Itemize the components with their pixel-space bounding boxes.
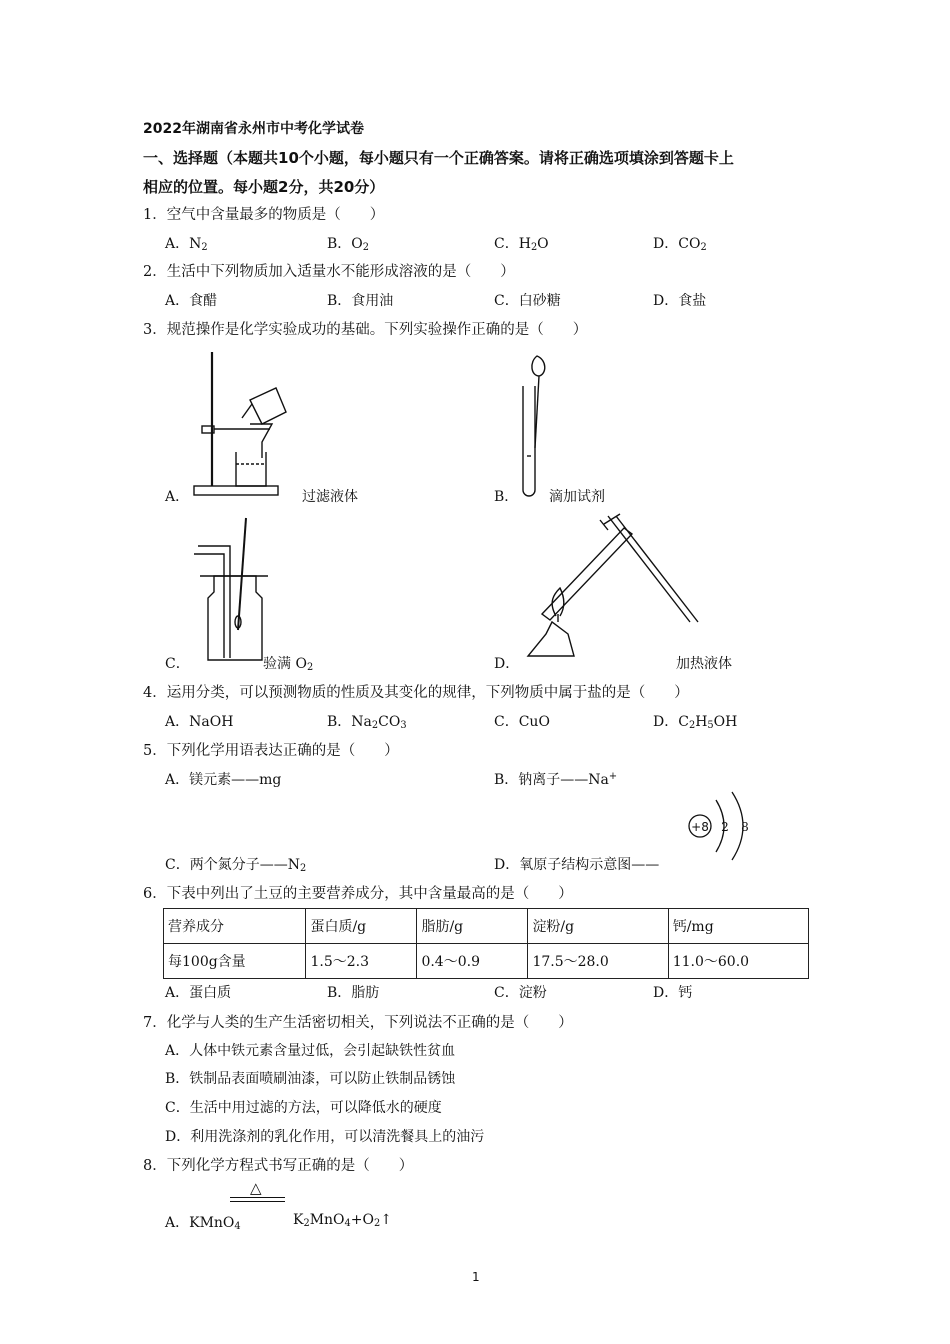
q2-option-d: D．食盐 [653, 293, 707, 309]
table-cell: 每100g含量 [164, 944, 306, 979]
table-row [164, 944, 809, 979]
table-cell: 17.5～28.0 [528, 944, 668, 979]
heating-liquid-diagram [520, 516, 705, 666]
nutrition-table [163, 908, 809, 979]
q4-option-c: C．CuO [494, 714, 550, 730]
q5-option-d: D．氧原子结构示意图—— [494, 857, 660, 873]
shell-2-electrons: 8 [741, 820, 749, 834]
q1-option-d: D．$CO_2$ [653, 236, 707, 253]
table-header-cell: 蛋白质/g [306, 909, 417, 944]
oxygen-atom-structure-diagram [682, 790, 762, 866]
q4-option-a: A．NaOH [165, 714, 234, 730]
q3-option-a-caption: 过滤液体 [302, 489, 358, 505]
q6-option-c: C．淀粉 [494, 985, 547, 1001]
section-heading-line1: 一、选择题（本题共10个小题，每小题只有一个正确答案。请将正确选项填涂到答题卡上 [143, 149, 734, 167]
q1-option-a: A．$N_2$ [165, 236, 208, 253]
question-4: 4．运用分类，可以预测物质的性质及其变化的规律，下列物质中属于盐的是（ ） [143, 685, 689, 701]
q3-option-d-label: D． [494, 656, 520, 672]
equation-line-top [230, 1197, 285, 1198]
q8-option-a-products: $K_2MnO_4+O_2↑$ [293, 1212, 392, 1229]
question-5: 5．下列化学用语表达正确的是（ ） [143, 743, 399, 759]
exam-title: 2022年湖南省永州市中考化学试卷 [143, 121, 364, 137]
reaction-condition-heat: △ [250, 1179, 262, 1197]
question-2: 2．生活中下列物质加入适量水不能形成溶液的是（ ） [143, 264, 515, 280]
question-3: 3．规范操作是化学实验成功的基础。下列实验操作正确的是（ ） [143, 322, 588, 338]
q2-option-a: A．食醋 [165, 293, 218, 309]
q4-option-d: D．$C_2H_5OH$ [653, 714, 738, 731]
table-header-cell: 营养成分 [164, 909, 306, 944]
q1-option-c: C．$H_2O$ [494, 236, 549, 253]
equation-line-bottom [230, 1201, 285, 1202]
nucleus-charge: +8 [691, 820, 709, 834]
q5-option-a: A．镁元素——mg [165, 772, 282, 788]
q2-option-b: B．食用油 [327, 293, 394, 309]
q6-option-b: B．脂肪 [327, 985, 380, 1001]
q7-option-a: A．人体中铁元素含量过低，会引起缺铁性贫血 [165, 1043, 456, 1059]
q2-option-c: C．白砂糖 [494, 293, 561, 309]
table-header-cell: 淀粉/g [528, 909, 668, 944]
q1-option-b: B．$O_2$ [327, 236, 370, 253]
table-cell: 0.4～0.9 [417, 944, 528, 979]
dropper-test-tube-diagram [513, 356, 553, 504]
q5-option-c: C．两个氮分子$——N_2$ [165, 857, 307, 874]
table-header-cell: 脂肪/g [417, 909, 528, 944]
q7-option-d: D．利用洗涤剂的乳化作用，可以清洗餐具上的油污 [165, 1129, 485, 1145]
question-1: 1．空气中含量最多的物质是（ ） [143, 207, 385, 223]
q3-option-b-label: B． [494, 489, 519, 505]
q3-option-a-label: A． [165, 489, 190, 505]
q3-option-b-caption: 滴加试剂 [549, 489, 605, 505]
shell-1-electrons: 2 [721, 820, 729, 834]
q7-option-c: C．生活中用过滤的方法，可以降低水的硬度 [165, 1100, 442, 1116]
q3-option-d-caption: 加热液体 [676, 656, 732, 672]
q7-option-b: B．铁制品表面喷刷油漆，可以防止铁制品锈蚀 [165, 1071, 456, 1087]
question-8: 8．下列化学方程式书写正确的是（ ） [143, 1158, 414, 1174]
table-header-cell: 钙/mg [668, 909, 808, 944]
question-7: 7．化学与人类的生产生活密切相关，下列说法不正确的是（ ） [143, 1015, 573, 1031]
q6-option-a: A．蛋白质 [165, 985, 232, 1001]
q6-option-d: D．钙 [653, 985, 693, 1001]
q4-option-b: B．$Na_2CO_3$ [327, 714, 407, 731]
page-number: 1 [472, 1270, 480, 1284]
q5-option-b: B．钠离子——Na+ [494, 771, 618, 788]
table-header-row [164, 909, 809, 944]
table-cell: 1.5～2.3 [306, 944, 417, 979]
q3-option-c-label: C． [165, 656, 190, 672]
section-heading-line2: 相应的位置。每小题2分，共20分） [143, 178, 385, 196]
table-cell: 11.0～60.0 [668, 944, 808, 979]
oxygen-test-diagram [190, 518, 270, 666]
filtration-diagram [190, 352, 290, 500]
q3-option-c-caption: 验满 $O_2$ [263, 656, 314, 673]
question-6: 6．下表中列出了土豆的主要营养成分，其中含量最高的是（ ） [143, 886, 573, 902]
q8-option-a-reactant: A．KMnO$_4$ [165, 1215, 241, 1232]
